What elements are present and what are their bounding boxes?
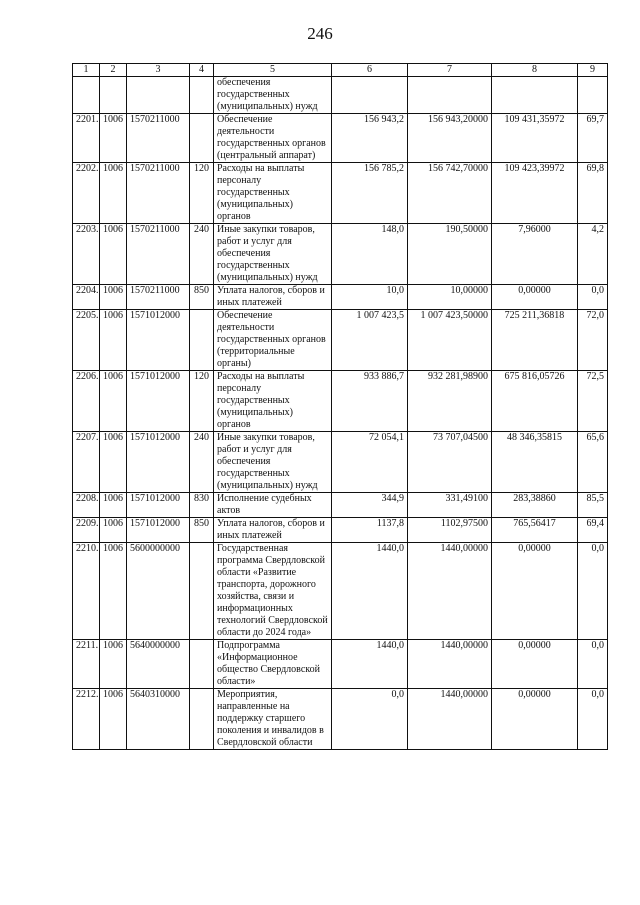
row-number-cell: 2202. <box>73 163 100 224</box>
executed-amount-cell <box>492 77 578 114</box>
revised-amount-cell: 1440,00000 <box>408 543 492 640</box>
row-number-cell: 2209. <box>73 518 100 543</box>
executed-amount-cell: 0,00000 <box>492 689 578 750</box>
row-number-cell: 2208. <box>73 493 100 518</box>
section-code-cell: 1006 <box>100 432 127 493</box>
column-header: 1 <box>73 64 100 77</box>
description-cell: Мероприятия, направленные на поддержку старшего поколения и инвалидов в Свердловской области <box>214 689 332 750</box>
execution-percent-cell: 0,0 <box>578 543 608 640</box>
column-header: 7 <box>408 64 492 77</box>
budget-table <box>72 63 608 750</box>
revised-amount-cell: 1440,00000 <box>408 640 492 689</box>
revised-amount-cell: 73 707,04500 <box>408 432 492 493</box>
table-row <box>73 493 608 518</box>
execution-percent-cell <box>578 77 608 114</box>
table-row <box>73 689 608 750</box>
expense-type-cell <box>190 114 214 163</box>
row-number-cell: 2203. <box>73 224 100 285</box>
table-body <box>73 77 608 750</box>
table-row <box>73 77 608 114</box>
revised-amount-cell: 1 007 423,50000 <box>408 310 492 371</box>
description-cell: Обеспечение деятельности государственных органов (территориальные органы) <box>214 310 332 371</box>
planned-amount-cell: 156 943,2 <box>332 114 408 163</box>
executed-amount-cell: 0,00000 <box>492 285 578 310</box>
description-cell: Обеспечение деятельности государственных органов (центральный аппарат) <box>214 114 332 163</box>
target-article-cell: 5640000000 <box>127 640 190 689</box>
section-code-cell: 1006 <box>100 310 127 371</box>
executed-amount-cell: 765,56417 <box>492 518 578 543</box>
row-number-cell: 2211. <box>73 640 100 689</box>
table-row <box>73 371 608 432</box>
planned-amount-cell: 10,0 <box>332 285 408 310</box>
row-number-cell: 2212. <box>73 689 100 750</box>
expense-type-cell: 120 <box>190 163 214 224</box>
execution-percent-cell: 72,5 <box>578 371 608 432</box>
execution-percent-cell: 72,0 <box>578 310 608 371</box>
executed-amount-cell: 0,00000 <box>492 640 578 689</box>
planned-amount-cell: 72 054,1 <box>332 432 408 493</box>
column-header: 4 <box>190 64 214 77</box>
target-article-cell: 1570211000 <box>127 224 190 285</box>
description-cell: Исполнение судебных актов <box>214 493 332 518</box>
target-article-cell: 1571012000 <box>127 310 190 371</box>
planned-amount-cell: 1440,0 <box>332 543 408 640</box>
column-header: 8 <box>492 64 578 77</box>
expense-type-cell: 120 <box>190 371 214 432</box>
description-cell: Иные закупки товаров, работ и услуг для обеспечения государственных (муниципальных) нужд <box>214 432 332 493</box>
planned-amount-cell: 0,0 <box>332 689 408 750</box>
row-number-cell: 2204. <box>73 285 100 310</box>
execution-percent-cell: 0,0 <box>578 640 608 689</box>
row-number-cell: 2205. <box>73 310 100 371</box>
executed-amount-cell: 725 211,36818 <box>492 310 578 371</box>
planned-amount-cell: 1 007 423,5 <box>332 310 408 371</box>
planned-amount-cell: 1137,8 <box>332 518 408 543</box>
target-article-cell: 1570211000 <box>127 285 190 310</box>
execution-percent-cell: 0,0 <box>578 285 608 310</box>
table-row <box>73 543 608 640</box>
target-article-cell: 5600000000 <box>127 543 190 640</box>
column-header: 3 <box>127 64 190 77</box>
execution-percent-cell: 69,8 <box>578 163 608 224</box>
expense-type-cell: 850 <box>190 518 214 543</box>
revised-amount-cell <box>408 77 492 114</box>
section-code-cell: 1006 <box>100 114 127 163</box>
row-number-cell <box>73 77 100 114</box>
description-cell: обеспечения государственных (муниципальных) нужд <box>214 77 332 114</box>
executed-amount-cell: 109 431,35972 <box>492 114 578 163</box>
executed-amount-cell: 675 816,05726 <box>492 371 578 432</box>
executed-amount-cell: 0,00000 <box>492 543 578 640</box>
description-cell: Уплата налогов, сборов и иных платежей <box>214 518 332 543</box>
revised-amount-cell: 10,00000 <box>408 285 492 310</box>
target-article-cell: 5640310000 <box>127 689 190 750</box>
planned-amount-cell: 344,9 <box>332 493 408 518</box>
executed-amount-cell: 48 346,35815 <box>492 432 578 493</box>
expense-type-cell: 240 <box>190 432 214 493</box>
section-code-cell: 1006 <box>100 493 127 518</box>
description-cell: Расходы на выплаты персоналу государственных (муниципальных) органов <box>214 371 332 432</box>
expense-type-cell <box>190 543 214 640</box>
expense-type-cell: 850 <box>190 285 214 310</box>
section-code-cell: 1006 <box>100 285 127 310</box>
section-code-cell: 1006 <box>100 224 127 285</box>
revised-amount-cell: 1102,97500 <box>408 518 492 543</box>
target-article-cell: 1571012000 <box>127 371 190 432</box>
expense-type-cell <box>190 77 214 114</box>
planned-amount-cell: 933 886,7 <box>332 371 408 432</box>
execution-percent-cell: 65,6 <box>578 432 608 493</box>
target-article-cell: 1571012000 <box>127 518 190 543</box>
expense-type-cell: 830 <box>190 493 214 518</box>
planned-amount-cell <box>332 77 408 114</box>
revised-amount-cell: 932 281,98900 <box>408 371 492 432</box>
section-code-cell: 1006 <box>100 640 127 689</box>
expense-type-cell <box>190 640 214 689</box>
column-header: 9 <box>578 64 608 77</box>
executed-amount-cell: 283,38860 <box>492 493 578 518</box>
execution-percent-cell: 0,0 <box>578 689 608 750</box>
planned-amount-cell: 156 785,2 <box>332 163 408 224</box>
execution-percent-cell: 69,7 <box>578 114 608 163</box>
revised-amount-cell: 156 943,20000 <box>408 114 492 163</box>
description-cell: Государственная программа Свердловской области «Развитие транспорта, дорожного хозяйства, связи и информационных технологий Свердловской области до 2024 года» <box>214 543 332 640</box>
executed-amount-cell: 109 423,39972 <box>492 163 578 224</box>
target-article-cell: 1571012000 <box>127 432 190 493</box>
description-cell: Иные закупки товаров, работ и услуг для обеспечения государственных (муниципальных) нужд <box>214 224 332 285</box>
section-code-cell: 1006 <box>100 689 127 750</box>
row-number-cell: 2201. <box>73 114 100 163</box>
revised-amount-cell: 331,49100 <box>408 493 492 518</box>
column-header: 5 <box>214 64 332 77</box>
target-article-cell: 1570211000 <box>127 163 190 224</box>
execution-percent-cell: 69,4 <box>578 518 608 543</box>
section-code-cell: 1006 <box>100 371 127 432</box>
table-row <box>73 224 608 285</box>
section-code-cell: 1006 <box>100 163 127 224</box>
executed-amount-cell: 7,96000 <box>492 224 578 285</box>
execution-percent-cell: 85,5 <box>578 493 608 518</box>
expense-type-cell <box>190 310 214 371</box>
table-header-row <box>73 64 608 77</box>
table-row <box>73 432 608 493</box>
target-article-cell <box>127 77 190 114</box>
section-code-cell <box>100 77 127 114</box>
table-row <box>73 640 608 689</box>
table-row <box>73 518 608 543</box>
planned-amount-cell: 148,0 <box>332 224 408 285</box>
execution-percent-cell: 4,2 <box>578 224 608 285</box>
table-row <box>73 114 608 163</box>
planned-amount-cell: 1440,0 <box>332 640 408 689</box>
row-number-cell: 2207. <box>73 432 100 493</box>
row-number-cell: 2210. <box>73 543 100 640</box>
table-row <box>73 310 608 371</box>
page-number: 246 <box>307 24 333 43</box>
expense-type-cell: 240 <box>190 224 214 285</box>
section-code-cell: 1006 <box>100 518 127 543</box>
description-cell: Подпрограмма «Информационное общество Свердловской области» <box>214 640 332 689</box>
target-article-cell: 1570211000 <box>127 114 190 163</box>
revised-amount-cell: 1440,00000 <box>408 689 492 750</box>
revised-amount-cell: 190,50000 <box>408 224 492 285</box>
row-number-cell: 2206. <box>73 371 100 432</box>
table-row <box>73 285 608 310</box>
description-cell: Уплата налогов, сборов и иных платежей <box>214 285 332 310</box>
revised-amount-cell: 156 742,70000 <box>408 163 492 224</box>
target-article-cell: 1571012000 <box>127 493 190 518</box>
column-header: 6 <box>332 64 408 77</box>
expense-type-cell <box>190 689 214 750</box>
column-header: 2 <box>100 64 127 77</box>
section-code-cell: 1006 <box>100 543 127 640</box>
table-row <box>73 163 608 224</box>
description-cell: Расходы на выплаты персоналу государственных (муниципальных) органов <box>214 163 332 224</box>
